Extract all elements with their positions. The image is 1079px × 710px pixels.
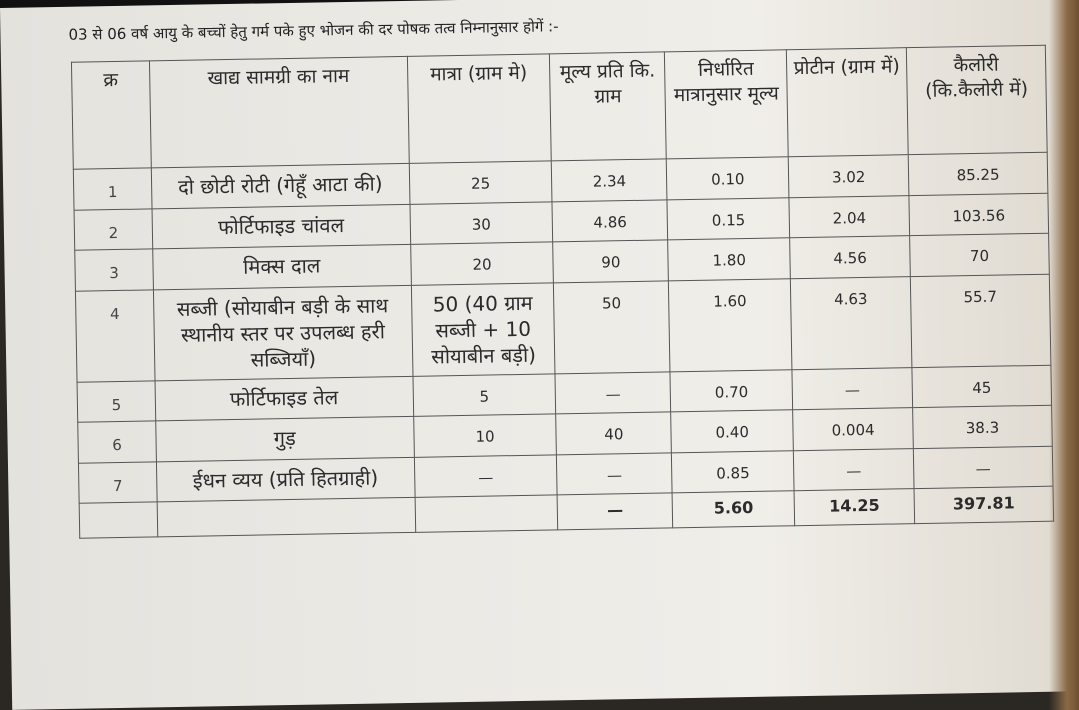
table-header-row [71, 45, 1047, 169]
cell-protein: 0.004 [793, 408, 914, 451]
header-cost: निर्धारित मात्रानुसार मूल्य [665, 50, 789, 159]
cell-price: 2.34 [552, 159, 668, 201]
cell-serial: 5 [77, 380, 156, 422]
cell-food-item: फोर्टिफाइड चांवल [152, 204, 410, 249]
total-cell-serial [79, 502, 157, 538]
header-quantity: मात्रा (ग्राम मे) [407, 54, 552, 163]
table-row [75, 274, 1050, 382]
cell-food-item: फोर्टिफाइड तेल [155, 376, 413, 421]
cell-cost: 0.40 [671, 410, 794, 453]
header-protein: प्रोटीन (ग्राम में) [787, 48, 909, 157]
cell-calories: 70 [910, 233, 1050, 276]
cell-cost: 0.85 [672, 450, 795, 493]
cell-price: 90 [553, 240, 669, 282]
cell-serial: 7 [78, 461, 157, 503]
cell-price: — [557, 452, 673, 494]
total-calories: 397.81 [914, 486, 1054, 523]
document-heading: 03 से 06 वर्ष आयु के बच्चों हेतु गर्म पके हुए भोजन की दर पोषक तत्व निम्नानुसार होगें :- [68, 17, 559, 44]
cell-cost: 0.15 [667, 197, 790, 240]
cell-quantity: 5 [413, 373, 557, 416]
cell-serial: 6 [78, 421, 157, 463]
header-food-item: खाद्य सामग्री का नाम [149, 56, 408, 167]
cell-quantity: 25 [409, 161, 553, 204]
cell-quantity: 20 [410, 242, 554, 285]
cell-food-item: दो छोटी रोटी (गेहूँ आटा की) [151, 163, 409, 208]
cell-cost: 1.60 [669, 278, 792, 371]
cell-calories: 103.56 [909, 193, 1049, 236]
cell-protein: 3.02 [788, 155, 909, 198]
total-cost: 5.60 [672, 491, 794, 528]
cell-food-item: सब्जी (सोयाबीन बड़ी के साथ स्थानीय स्तर पर उपलब्ध हरी सब्जियाँ) [153, 285, 412, 380]
cell-cost: 0.10 [667, 157, 790, 200]
cell-protein: — [794, 448, 915, 491]
cell-serial: 4 [75, 289, 154, 381]
cell-calories: 85.25 [908, 152, 1048, 195]
cell-price: 4.86 [552, 199, 668, 241]
header-calories: कैलोरी (कि.कैलोरी में) [906, 45, 1047, 154]
cell-serial: 1 [73, 168, 152, 210]
header-price-per-kg: मूल्य प्रति कि. ग्राम [550, 52, 667, 161]
cell-protein: 4.63 [791, 276, 912, 369]
cell-food-item: मिक्स दाल [153, 244, 411, 289]
total-cell-quantity [415, 495, 558, 532]
cell-price: 50 [554, 280, 670, 373]
cell-calories: 38.3 [913, 405, 1053, 448]
cell-calories: 45 [912, 365, 1052, 408]
page-edge-shadow [1049, 0, 1079, 710]
cell-quantity: — [414, 454, 558, 497]
cell-protein: 4.56 [790, 236, 911, 279]
total-protein: 14.25 [794, 489, 914, 526]
cell-calories: 55.7 [910, 274, 1051, 367]
total-cell-food-item [157, 497, 415, 536]
cell-quantity: 10 [413, 414, 557, 457]
cell-cost: 0.70 [670, 369, 793, 412]
total-cell-price: — [557, 493, 672, 530]
cell-calories: — [913, 446, 1053, 489]
cell-protein: 2.04 [789, 195, 910, 238]
cell-protein: — [792, 367, 913, 410]
cell-quantity: 30 [410, 201, 554, 244]
nutrition-table [71, 45, 1054, 539]
cell-quantity: 50 (40 ग्राम सब्जी + 10 सोयाबीन बड़ी) [411, 282, 555, 375]
cell-serial: 2 [74, 208, 153, 250]
cell-serial: 3 [75, 249, 154, 291]
cell-price: — [555, 371, 671, 413]
header-serial: क्र [71, 61, 151, 169]
cell-cost: 1.80 [668, 238, 791, 281]
cell-food-item: ईधन व्यय (प्रति हितग्राही) [156, 457, 414, 502]
cell-food-item: गुड़ [156, 416, 414, 461]
cell-price: 40 [556, 412, 672, 454]
